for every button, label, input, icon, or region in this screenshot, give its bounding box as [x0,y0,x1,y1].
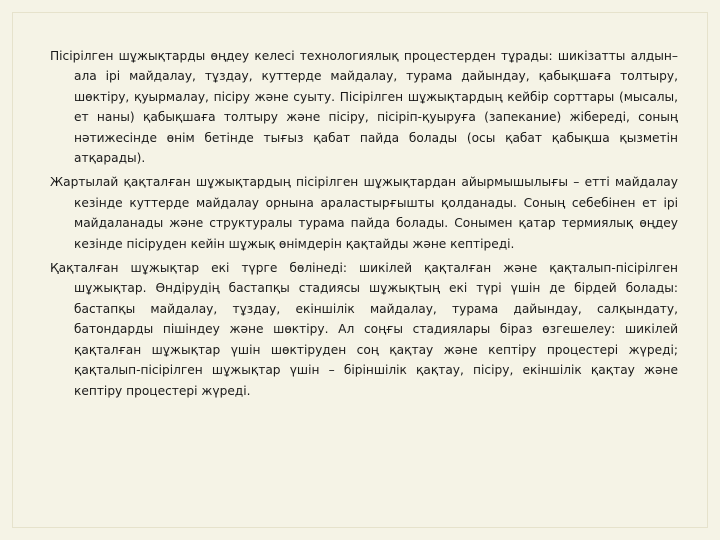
paragraph-cooked-sausages: Пісірілген шұжықтарды өңдеу келесі технологиялық процестерден тұрады: шикізатты алдын–ала ірі майдалау, тұздау, куттерде майдалау, турама дайындау, қабықшаға толтыру, шөктіру, қуырмалау, пісіру және суыту. Пісірілген шұжықтардың кейбір сорттары (мысалы, ет наны) қабықшаға толтыру және пісіру, пісіріп-қуыруға (запекание) жібереді, соның нәтижесінде өнім бетінде тығыз қабат пайда болады (осы қабат қабықша қызметін атқарады). [50,49,678,166]
paragraph-smoked-sausages: Қақталған шұжықтар екі түрге бөлінеді: шикілей қақталған және қақталып-пісірілген шұжықтар. Өндірудің бастапқы стадиясы шұжықтың екі түрі үшін де бірдей болады: бастапқы майдалау, тұздау, екіншілік майдалау, турама дайындау, салқындату, батондарды пішіндеу және шөктіру. Ал соңғы стадиялары біраз өзгешелеу: шикілей қақталған шұжықтар үшін шөктіруден соң қақтау және кептіру процестері жүреді; қақталып-пісірілген шұжықтар үшін – біріншілік қақтау, пісіру, екіншілік қақтау және кептіру процестері жүреді. [50,261,678,398]
text-body [50,46,678,405]
paragraph-semi-smoked-sausages: Жартылай қақталған шұжықтардың пісірілген шұжықтардан айырмышылығы – етті майдалау кезінде куттерде майдалау орнына араластырғышты қолданады. Соның себебінен ет ірі майдаланады және структуралы турама пайда болады. Сонымен қатар термиялық өңдеу кезінде пісіруден кейін шұжық өнімдерін қақтайды және кептіреді. [50,175,678,251]
